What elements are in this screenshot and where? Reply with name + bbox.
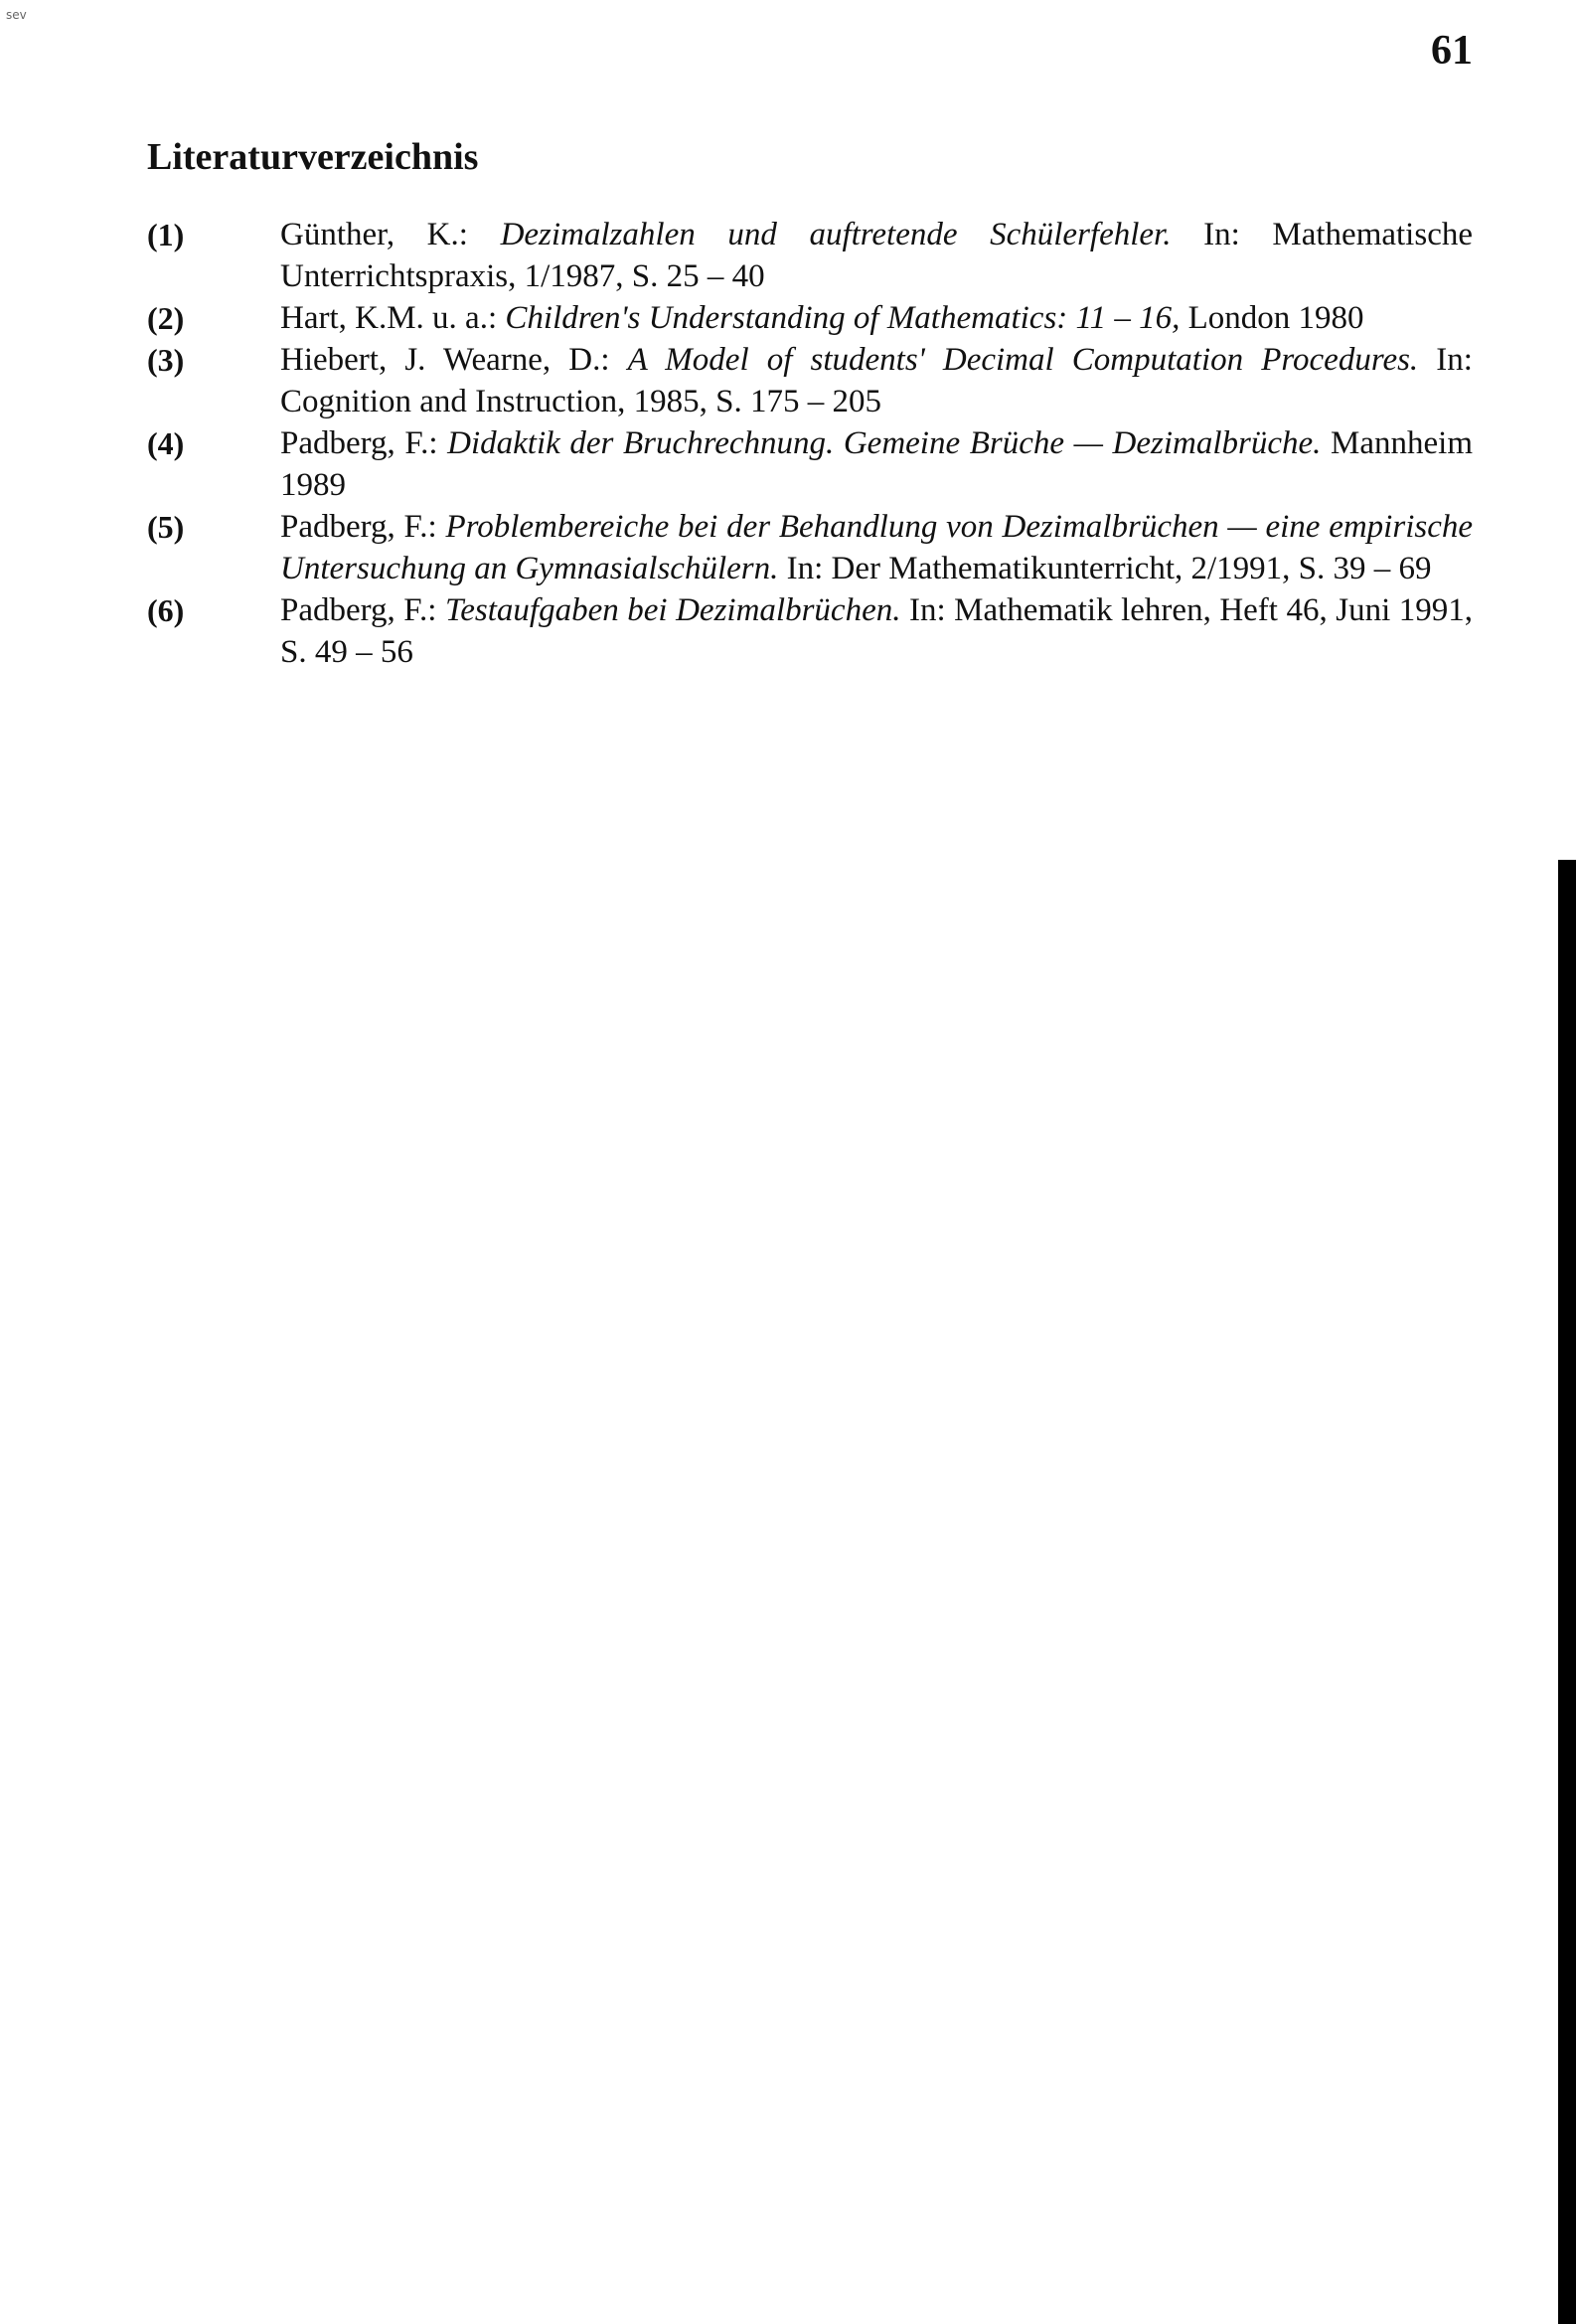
reference-title: Problembereiche bei der Behandlung von Dezimalbrüchen — eine empirische Untersuchung an Gymnasialschülern. [280, 509, 1473, 586]
reference-title: Didaktik der Bruchrechnung. Gemeine Brüche — Dezimalbrüche. [447, 425, 1322, 461]
reference-item [147, 297, 1473, 339]
reference-item [147, 422, 1473, 506]
reference-title: Testaufgaben bei Dezimalbrüchen. [444, 592, 901, 628]
reference-source: In: Der Mathematikunterricht, 2/1991, S. 39 – 69 [778, 551, 1432, 586]
reference-title: Dezimalzahlen und auftretende Schülerfehler. [500, 217, 1172, 252]
reference-source: In: Mathematik lehren, Heft 46, Juni 1991, S. 49 – 56 [280, 592, 1474, 670]
reference-number: (2) [147, 300, 185, 336]
corner-scan-mark: sev [6, 8, 27, 22]
reference-text [280, 589, 1473, 673]
reference-source: In: Mathematische Unterrichtspraxis, 1/1987, S. 25 – 40 [280, 217, 1473, 294]
reference-number: (5) [147, 509, 185, 545]
reference-title: A Model of students' Decimal Computation Procedures. [627, 342, 1419, 378]
reference-text [280, 297, 1473, 339]
reference-author: Padberg, F.: [280, 425, 448, 461]
reference-text [280, 339, 1473, 422]
reference-list [147, 214, 1473, 673]
reference-author: Hart, K.M. u. a.: [280, 300, 506, 336]
reference-number: (4) [147, 425, 185, 461]
reference-text [280, 506, 1473, 589]
reference-item [147, 506, 1473, 589]
reference-title: Children's Understanding of Mathematics: 11 – 16, [505, 300, 1181, 336]
reference-number: (3) [147, 342, 185, 378]
reference-text [280, 422, 1473, 506]
page-number: 61 [1431, 28, 1473, 74]
reference-source: In: Cognition and Instruction, 1985, S. 175 – 205 [280, 342, 1473, 419]
reference-source: Mannheim 1989 [280, 425, 1473, 503]
reference-item [147, 214, 1473, 297]
reference-number: (1) [147, 217, 185, 252]
reference-author: Hiebert, J. Wearne, D.: [280, 342, 628, 378]
scan-edge-bar [1558, 860, 1576, 2324]
reference-author: Padberg, F.: [280, 592, 445, 628]
reference-source: London 1980 [1180, 300, 1364, 336]
reference-number: (6) [147, 592, 185, 628]
reference-item [147, 589, 1473, 673]
section-title: Literaturverzeichnis [147, 136, 479, 178]
reference-text [280, 214, 1473, 297]
reference-author: Günther, K.: [280, 217, 501, 252]
reference-author: Padberg, F.: [280, 509, 446, 545]
reference-item [147, 339, 1473, 422]
